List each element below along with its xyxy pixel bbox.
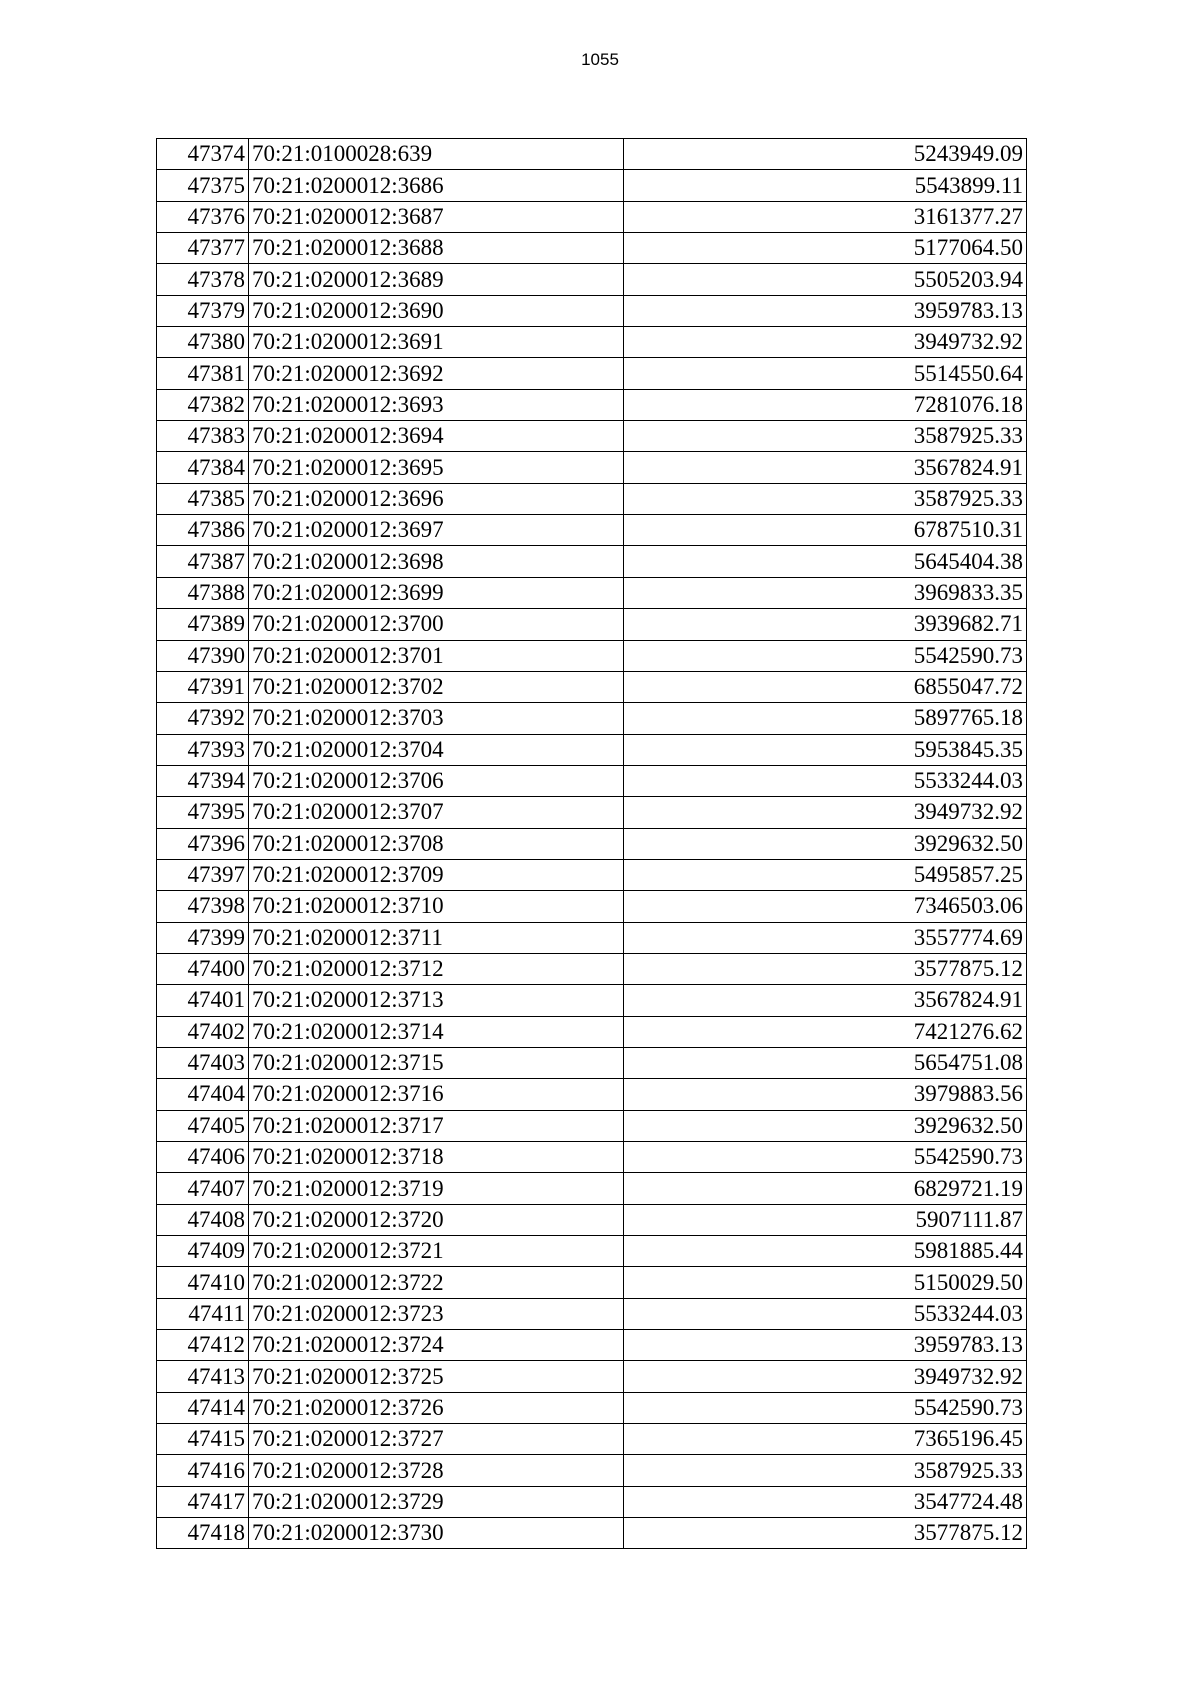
- table-row: [157, 1298, 1027, 1329]
- cadastral-number-cell: 70:21:0200012:3707: [249, 797, 624, 828]
- cadastral-number-cell: 70:21:0200012:3699: [249, 577, 624, 608]
- cadastral-value-cell: 5542590.73: [624, 1392, 1027, 1423]
- cadastral-number-cell: 70:21:0200012:3721: [249, 1236, 624, 1267]
- cadastral-number-cell: 70:21:0200012:3730: [249, 1518, 624, 1549]
- cadastral-value-cell: 5243949.09: [624, 139, 1027, 170]
- cadastral-number-cell: 70:21:0200012:3711: [249, 922, 624, 953]
- row-number-cell: 47382: [157, 389, 249, 420]
- cadastral-number-cell: 70:21:0200012:3719: [249, 1173, 624, 1204]
- row-number-cell: 47407: [157, 1173, 249, 1204]
- cadastral-value-cell: 7281076.18: [624, 389, 1027, 420]
- cadastral-value-cell: 6829721.19: [624, 1173, 1027, 1204]
- cadastral-number-cell: 70:21:0200012:3689: [249, 264, 624, 295]
- table-row: [157, 1455, 1027, 1486]
- cadastral-number-cell: 70:21:0200012:3688: [249, 233, 624, 264]
- row-number-cell: 47387: [157, 546, 249, 577]
- cadastral-value-cell: 5514550.64: [624, 358, 1027, 389]
- row-number-cell: 47405: [157, 1110, 249, 1141]
- cadastral-number-cell: 70:21:0200012:3698: [249, 546, 624, 577]
- cadastral-value-cell: 6787510.31: [624, 515, 1027, 546]
- table-row: [157, 327, 1027, 358]
- table-row: [157, 295, 1027, 326]
- table-row: [157, 1236, 1027, 1267]
- row-number-cell: 47375: [157, 170, 249, 201]
- cadastral-number-cell: 70:21:0200012:3716: [249, 1079, 624, 1110]
- row-number-cell: 47384: [157, 452, 249, 483]
- table-row: [157, 1047, 1027, 1078]
- cadastral-value-cell: 5533244.03: [624, 1298, 1027, 1329]
- row-number-cell: 47378: [157, 264, 249, 295]
- table-row: [157, 797, 1027, 828]
- row-number-cell: 47404: [157, 1079, 249, 1110]
- cadastral-number-cell: 70:21:0200012:3690: [249, 295, 624, 326]
- cadastral-number-cell: 70:21:0200012:3712: [249, 953, 624, 984]
- row-number-cell: 47380: [157, 327, 249, 358]
- cadastral-number-cell: 70:21:0200012:3720: [249, 1204, 624, 1235]
- table-row: [157, 922, 1027, 953]
- row-number-cell: 47383: [157, 421, 249, 452]
- table-row: [157, 734, 1027, 765]
- cadastral-number-cell: 70:21:0200012:3700: [249, 609, 624, 640]
- cadastral-value-cell: 3587925.33: [624, 1455, 1027, 1486]
- table-row: [157, 703, 1027, 734]
- cadastral-number-cell: 70:21:0200012:3725: [249, 1361, 624, 1392]
- table-row: [157, 577, 1027, 608]
- cadastral-number-cell: 70:21:0200012:3724: [249, 1330, 624, 1361]
- cadastral-value-table: [156, 138, 1027, 1549]
- cadastral-value-cell: 3969833.35: [624, 577, 1027, 608]
- row-number-cell: 47417: [157, 1486, 249, 1517]
- cadastral-value-cell: 3949732.92: [624, 327, 1027, 358]
- cadastral-number-cell: 70:21:0200012:3686: [249, 170, 624, 201]
- row-number-cell: 47410: [157, 1267, 249, 1298]
- table-row: [157, 1392, 1027, 1423]
- row-number-cell: 47389: [157, 609, 249, 640]
- row-number-cell: 47377: [157, 233, 249, 264]
- row-number-cell: 47413: [157, 1361, 249, 1392]
- table-row: [157, 264, 1027, 295]
- cadastral-value-cell: 3557774.69: [624, 922, 1027, 953]
- table-row: [157, 609, 1027, 640]
- row-number-cell: 47391: [157, 671, 249, 702]
- row-number-cell: 47374: [157, 139, 249, 170]
- table-row: [157, 1173, 1027, 1204]
- table-body: [157, 139, 1027, 1549]
- cadastral-value-cell: 5981885.44: [624, 1236, 1027, 1267]
- cadastral-number-cell: 70:21:0200012:3697: [249, 515, 624, 546]
- row-number-cell: 47386: [157, 515, 249, 546]
- row-number-cell: 47397: [157, 859, 249, 890]
- table-row: [157, 389, 1027, 420]
- cadastral-number-cell: 70:21:0200012:3706: [249, 765, 624, 796]
- cadastral-number-cell: 70:21:0200012:3715: [249, 1047, 624, 1078]
- table-row: [157, 546, 1027, 577]
- row-number-cell: 47408: [157, 1204, 249, 1235]
- row-number-cell: 47396: [157, 828, 249, 859]
- table-row: [157, 671, 1027, 702]
- row-number-cell: 47412: [157, 1330, 249, 1361]
- row-number-cell: 47415: [157, 1424, 249, 1455]
- cadastral-number-cell: 70:21:0200012:3729: [249, 1486, 624, 1517]
- table-row: [157, 421, 1027, 452]
- table-row: [157, 1424, 1027, 1455]
- row-number-cell: 47400: [157, 953, 249, 984]
- cadastral-value-cell: 5953845.35: [624, 734, 1027, 765]
- row-number-cell: 47388: [157, 577, 249, 608]
- cadastral-value-cell: 3577875.12: [624, 1518, 1027, 1549]
- cadastral-number-cell: 70:21:0200012:3703: [249, 703, 624, 734]
- table-row: [157, 1486, 1027, 1517]
- cadastral-number-cell: 70:21:0200012:3713: [249, 985, 624, 1016]
- row-number-cell: 47393: [157, 734, 249, 765]
- table-row: [157, 1330, 1027, 1361]
- cadastral-value-cell: 3949732.92: [624, 1361, 1027, 1392]
- page-number: 1055: [581, 50, 619, 69]
- cadastral-value-cell: 5907111.87: [624, 1204, 1027, 1235]
- cadastral-value-cell: 5645404.38: [624, 546, 1027, 577]
- cadastral-number-cell: 70:21:0200012:3691: [249, 327, 624, 358]
- row-number-cell: 47376: [157, 201, 249, 232]
- table-row: [157, 953, 1027, 984]
- table-row: [157, 170, 1027, 201]
- cadastral-number-cell: 70:21:0200012:3695: [249, 452, 624, 483]
- cadastral-value-cell: 5542590.73: [624, 640, 1027, 671]
- cadastral-value-cell: 3161377.27: [624, 201, 1027, 232]
- table-row: [157, 233, 1027, 264]
- row-number-cell: 47409: [157, 1236, 249, 1267]
- row-number-cell: 47379: [157, 295, 249, 326]
- row-number-cell: 47402: [157, 1016, 249, 1047]
- table-row: [157, 765, 1027, 796]
- row-number-cell: 47381: [157, 358, 249, 389]
- row-number-cell: 47411: [157, 1298, 249, 1329]
- cadastral-number-cell: 70:21:0200012:3709: [249, 859, 624, 890]
- table-row: [157, 640, 1027, 671]
- row-number-cell: 47395: [157, 797, 249, 828]
- row-number-cell: 47385: [157, 483, 249, 514]
- table-row: [157, 1518, 1027, 1549]
- cadastral-number-cell: 70:21:0200012:3727: [249, 1424, 624, 1455]
- cadastral-value-cell: 5533244.03: [624, 765, 1027, 796]
- cadastral-number-cell: 70:21:0200012:3717: [249, 1110, 624, 1141]
- cadastral-value-cell: 3929632.50: [624, 1110, 1027, 1141]
- cadastral-value-cell: 5654751.08: [624, 1047, 1027, 1078]
- table-row: [157, 1016, 1027, 1047]
- cadastral-value-cell: 3567824.91: [624, 452, 1027, 483]
- cadastral-value-cell: 3587925.33: [624, 421, 1027, 452]
- cadastral-value-cell: 3577875.12: [624, 953, 1027, 984]
- cadastral-value-cell: 3979883.56: [624, 1079, 1027, 1110]
- table-row: [157, 515, 1027, 546]
- table-row: [157, 483, 1027, 514]
- cadastral-number-cell: 70:21:0200012:3718: [249, 1142, 624, 1173]
- cadastral-number-cell: 70:21:0200012:3728: [249, 1455, 624, 1486]
- table-row: [157, 452, 1027, 483]
- table-row: [157, 1204, 1027, 1235]
- row-number-cell: 47406: [157, 1142, 249, 1173]
- cadastral-value-cell: 3587925.33: [624, 483, 1027, 514]
- table-row: [157, 1142, 1027, 1173]
- row-number-cell: 47416: [157, 1455, 249, 1486]
- cadastral-value-cell: 5177064.50: [624, 233, 1027, 264]
- table-row: [157, 1267, 1027, 1298]
- cadastral-number-cell: 70:21:0200012:3723: [249, 1298, 624, 1329]
- cadastral-value-cell: 3939682.71: [624, 609, 1027, 640]
- row-number-cell: 47398: [157, 891, 249, 922]
- cadastral-value-cell: 5505203.94: [624, 264, 1027, 295]
- table-row: [157, 985, 1027, 1016]
- table-row: [157, 201, 1027, 232]
- row-number-cell: 47414: [157, 1392, 249, 1423]
- cadastral-number-cell: 70:21:0200012:3704: [249, 734, 624, 765]
- cadastral-value-cell: 3567824.91: [624, 985, 1027, 1016]
- table-row: [157, 1361, 1027, 1392]
- cadastral-number-cell: 70:21:0200012:3687: [249, 201, 624, 232]
- cadastral-number-cell: 70:21:0200012:3708: [249, 828, 624, 859]
- cadastral-value-cell: 3949732.92: [624, 797, 1027, 828]
- cadastral-value-cell: 3547724.48: [624, 1486, 1027, 1517]
- cadastral-value-cell: 3929632.50: [624, 828, 1027, 859]
- cadastral-number-cell: 70:21:0200012:3714: [249, 1016, 624, 1047]
- table-row: [157, 859, 1027, 890]
- cadastral-value-cell: 7346503.06: [624, 891, 1027, 922]
- table-row: [157, 1079, 1027, 1110]
- cadastral-value-cell: 5542590.73: [624, 1142, 1027, 1173]
- row-number-cell: 47418: [157, 1518, 249, 1549]
- table-row: [157, 139, 1027, 170]
- cadastral-number-cell: 70:21:0200012:3701: [249, 640, 624, 671]
- row-number-cell: 47399: [157, 922, 249, 953]
- table-row: [157, 891, 1027, 922]
- row-number-cell: 47401: [157, 985, 249, 1016]
- cadastral-number-cell: 70:21:0200012:3692: [249, 358, 624, 389]
- cadastral-value-cell: 5150029.50: [624, 1267, 1027, 1298]
- cadastral-value-cell: 7421276.62: [624, 1016, 1027, 1047]
- cadastral-number-cell: 70:21:0100028:639: [249, 139, 624, 170]
- cadastral-number-cell: 70:21:0200012:3693: [249, 389, 624, 420]
- cadastral-value-cell: 5897765.18: [624, 703, 1027, 734]
- row-number-cell: 47392: [157, 703, 249, 734]
- table-row: [157, 828, 1027, 859]
- cadastral-number-cell: 70:21:0200012:3710: [249, 891, 624, 922]
- cadastral-number-cell: 70:21:0200012:3726: [249, 1392, 624, 1423]
- cadastral-number-cell: 70:21:0200012:3722: [249, 1267, 624, 1298]
- cadastral-value-cell: 5495857.25: [624, 859, 1027, 890]
- cadastral-number-cell: 70:21:0200012:3696: [249, 483, 624, 514]
- cadastral-number-cell: 70:21:0200012:3702: [249, 671, 624, 702]
- row-number-cell: 47403: [157, 1047, 249, 1078]
- table-row: [157, 1110, 1027, 1141]
- cadastral-value-cell: 3959783.13: [624, 1330, 1027, 1361]
- cadastral-value-cell: 5543899.11: [624, 170, 1027, 201]
- cadastral-value-cell: 6855047.72: [624, 671, 1027, 702]
- cadastral-value-cell: 7365196.45: [624, 1424, 1027, 1455]
- row-number-cell: 47394: [157, 765, 249, 796]
- table-row: [157, 358, 1027, 389]
- row-number-cell: 47390: [157, 640, 249, 671]
- cadastral-value-cell: 3959783.13: [624, 295, 1027, 326]
- cadastral-number-cell: 70:21:0200012:3694: [249, 421, 624, 452]
